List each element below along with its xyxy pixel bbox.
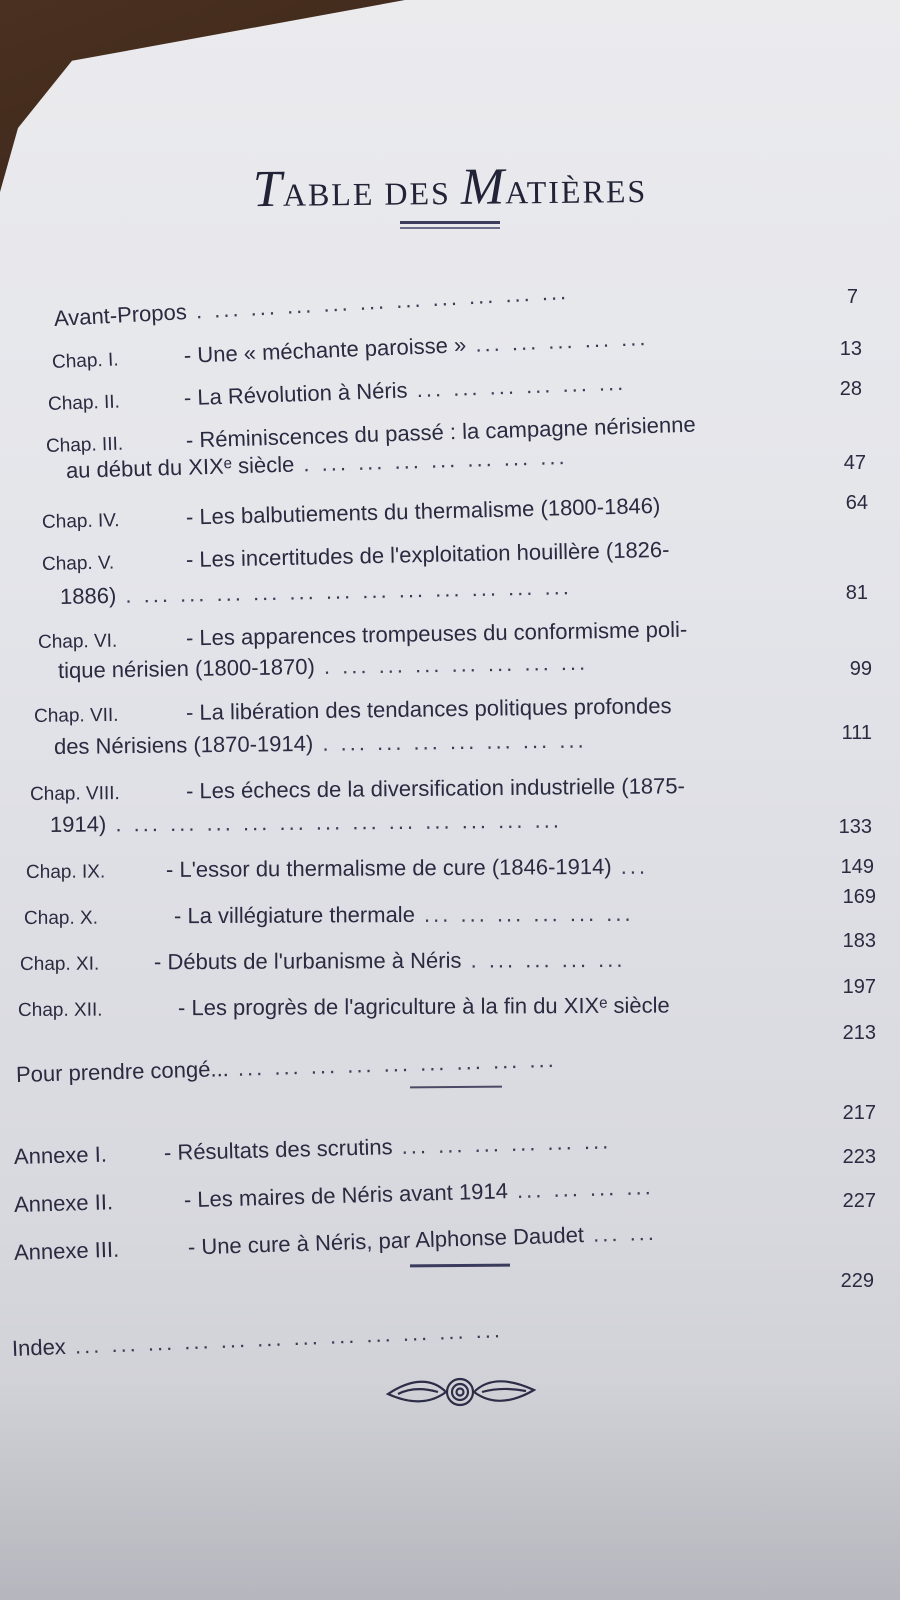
leader-dots: . ... ... ... ... ... ... ... — [293, 443, 568, 477]
entry-label: Annexe II. — [13, 1189, 114, 1217]
toc-entry-chap-4 — [42, 493, 661, 534]
toc-entry-chap-8-continued — [50, 808, 562, 838]
page-number: 13 — [839, 338, 862, 360]
entry-text: - La villégiature thermale — [173, 901, 415, 929]
toc-entry-index — [12, 1317, 504, 1362]
entry-label: Chap. IV. — [41, 510, 120, 533]
entry-text-continued: au début du XIXᵉ siècle — [65, 451, 295, 483]
entry-label: Chap. XII. — [17, 999, 103, 1021]
page-number: 217 — [842, 1102, 876, 1124]
page-number: 227 — [842, 1190, 876, 1212]
leader-dots: . ... ... ... ... ... ... ... ... ... ... ... ... — [116, 574, 573, 608]
entry-label: Chap. II. — [47, 391, 121, 415]
entry-label: Chap. XI. — [19, 953, 100, 975]
entry-label: Pour prendre congé... — [15, 1056, 230, 1087]
entry-label: Chap. VII. — [33, 704, 119, 727]
entry-text: - La libération des tendances politiques profondes — [185, 693, 672, 725]
entry-text-continued: tique nérisien (1800-1870) — [57, 653, 316, 683]
entry-label: Chap. V. — [41, 552, 115, 575]
page-number: 149 — [840, 856, 874, 878]
section-divider — [410, 1086, 502, 1089]
page-number: 133 — [838, 816, 872, 838]
page-number: 81 — [845, 582, 868, 604]
title-word-1: ABLE DES — [282, 174, 462, 213]
leader-dots: ... ... — [583, 1219, 658, 1248]
entry-text-continued: 1914) — [49, 811, 107, 837]
entry-label: Chap. III. — [45, 433, 124, 457]
entry-text: - Une « méchante paroisse » — [183, 332, 467, 368]
page-number: 213 — [842, 1022, 876, 1044]
toc-entry-annexe-1 — [14, 1128, 612, 1170]
entry-label: Chap. VIII. — [29, 783, 120, 805]
leader-dots: . ... ... ... ... ... ... ... — [313, 727, 587, 756]
entry-label: Chap. X. — [23, 907, 98, 929]
page-number: 197 — [842, 976, 876, 998]
toc-entry-avant-propos — [53, 279, 569, 332]
toc-entry-chap-12 — [18, 993, 670, 1022]
title-initial-m: M — [460, 158, 506, 216]
page-number: 99 — [849, 658, 872, 680]
leader-dots: . ... ... ... ... — [461, 946, 626, 973]
page-number: 111 — [841, 722, 872, 744]
leader-dots: . ... ... ... ... ... ... ... ... ... ... — [186, 279, 570, 325]
entry-text-continued: des Nérisiens (1870-1914) — [53, 730, 314, 759]
toc-entry-pour-prendre-conge — [16, 1047, 557, 1088]
toc-entry-chap-6 — [38, 617, 688, 654]
leader-dots: . ... ... ... ... ... ... ... — [314, 649, 589, 679]
leader-dots: ... ... ... ... ... — [465, 325, 649, 358]
section-divider — [410, 1264, 510, 1268]
toc-entry-chap-5-continued — [60, 574, 572, 610]
entry-text: - Les maires de Néris avant 1914 — [183, 1178, 509, 1213]
toc-entry-chap-8 — [30, 773, 685, 806]
entry-label: Annexe I. — [13, 1141, 108, 1169]
page-number: 169 — [842, 886, 876, 908]
entry-text: - Les incertitudes de l'exploitation houillère (1826- — [185, 536, 670, 572]
entry-text: - La Révolution à Néris — [183, 377, 408, 411]
toc-entry-annexe-2 — [14, 1174, 654, 1218]
toc-entry-annexe-3 — [14, 1220, 658, 1266]
toc-entry-chap-6-continued — [58, 650, 589, 684]
entry-text: - Les apparences trompeuses du conformisme poli- — [185, 616, 688, 651]
toc-entry-chap-7-continued — [54, 727, 587, 760]
toc-entry-chap-7 — [34, 693, 672, 728]
toc-entry-chap-10 — [24, 901, 634, 930]
page-number: 28 — [839, 378, 862, 400]
toc-entry-chap-1 — [52, 325, 649, 374]
leader-dots: ... ... ... ... ... ... ... ... ... ... ... ... — [65, 1317, 504, 1359]
leader-dots: ... ... ... ... — [507, 1174, 654, 1204]
toc-entry-chap-11 — [20, 947, 626, 976]
page-number: 183 — [842, 930, 876, 952]
page-number: 47 — [843, 452, 866, 474]
title-initial-t: T — [252, 160, 284, 219]
leader-dots: ... ... ... ... ... ... — [407, 369, 627, 403]
entry-label: Chap. I. — [51, 349, 119, 373]
toc-entry-chap-5 — [42, 537, 670, 576]
page-number: 7 — [846, 286, 858, 308]
floral-ornament-icon — [380, 1370, 540, 1414]
entry-text: - Réminiscences du passé : la campagne nérisienne — [185, 411, 697, 453]
leader-dots: ... ... ... ... ... ... — [414, 900, 634, 927]
title-word-2: ATIÈRES — [504, 172, 648, 211]
entry-label: Chap. IX. — [25, 861, 106, 883]
toc-entry-chap-2 — [48, 370, 627, 416]
toc-entry-chap-9 — [26, 854, 648, 884]
leader-dots: . ... ... ... ... ... ... ... ... ... ... ... ... — [106, 807, 562, 837]
entry-label: Chap. VI. — [37, 630, 118, 653]
entry-text: - Les échecs de la diversification industrielle (1875- — [185, 773, 686, 804]
page-number: 229 — [840, 1270, 874, 1292]
entry-text: - Débuts de l'urbanisme à Néris — [153, 947, 462, 975]
entry-label: Index — [11, 1333, 67, 1361]
page-number: 64 — [845, 492, 868, 514]
entry-label: Avant-Propos — [53, 299, 188, 331]
entry-text: - Les progrès de l'agriculture à la fin du XIXᵉ siècle — [177, 992, 670, 1021]
leader-dots: ... ... ... ... ... ... ... ... ... — [228, 1046, 557, 1082]
entry-label: Annexe III. — [13, 1236, 120, 1265]
page-number: 223 — [842, 1146, 876, 1168]
entry-text: - Une cure à Néris, par Alphonse Daudet — [187, 1222, 585, 1260]
entry-text: - L'essor du thermalisme de cure (1846-1914) — [165, 853, 612, 883]
leader-dots: ... — [611, 853, 649, 879]
leader-dots: ... ... ... ... ... ... — [392, 1128, 612, 1160]
entry-text: - Résultats des scrutins — [163, 1134, 393, 1166]
entry-text-continued: 1886) — [59, 582, 117, 609]
entry-text: - Les balbutiements du thermalisme (1800-1846) — [185, 492, 661, 530]
